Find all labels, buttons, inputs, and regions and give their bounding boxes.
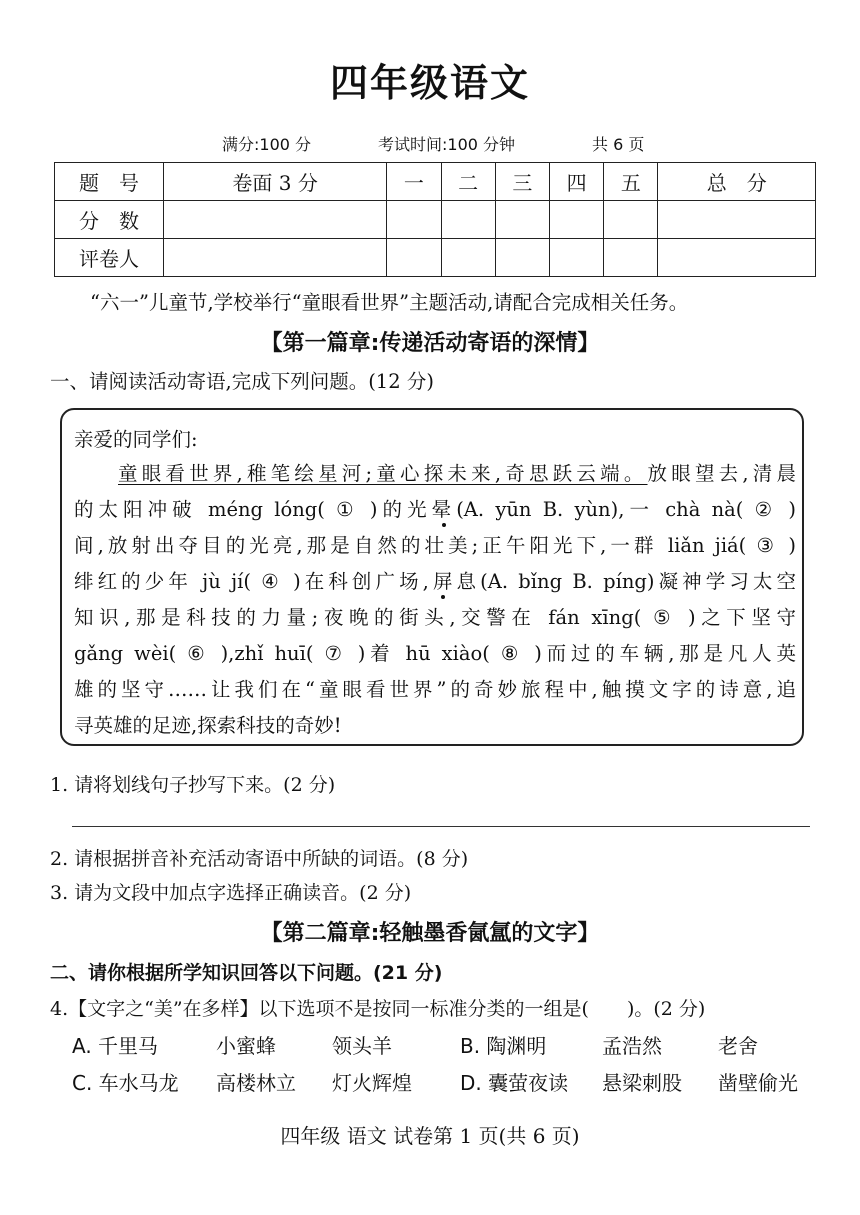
- option-b[interactable]: B. 陶渊明: [460, 1034, 547, 1058]
- score-table-header-row: [55, 163, 816, 201]
- grader-cell[interactable]: [495, 239, 549, 277]
- score-cell[interactable]: [495, 201, 549, 239]
- score-cell[interactable]: [549, 201, 603, 239]
- option-c-item: 高楼林立: [216, 1071, 296, 1095]
- option-a-item: 领头羊: [332, 1034, 392, 1058]
- option-d-item: 凿壁偷光: [718, 1071, 798, 1095]
- grader-cell[interactable]: [164, 239, 387, 277]
- grader-row: [55, 239, 816, 277]
- header-cell: 卷面 3 分: [164, 163, 387, 201]
- underlined-sentence: 童眼看世界,稚笔绘星河;童心探未来,奇思跃云端。: [118, 462, 648, 485]
- score-cell[interactable]: [441, 201, 495, 239]
- passage-line-5: 知识,那是科技的力量;夜晚的街头,交警在 fán xīng( ⑤ )之下坚守: [74, 606, 796, 629]
- chapter-1-heading: 【第一篇章:传递活动寄语的深情】: [260, 331, 600, 356]
- full-score: 满分:100 分: [222, 135, 312, 154]
- header-cell: 二: [441, 163, 495, 201]
- option-a-item: 小蜜蜂: [216, 1034, 276, 1058]
- passage-text: 的太阳冲破 méng lóng( ① )的光: [74, 498, 432, 521]
- option-c-item: 灯火辉煌: [332, 1071, 412, 1095]
- chapter-2-heading: 【第二篇章:轻触墨香氤氲的文字】: [260, 921, 600, 946]
- option-b-item: 老舍: [718, 1034, 758, 1058]
- passage-text: 放眼望去,清晨: [647, 462, 796, 485]
- option-a[interactable]: A. 千里马: [72, 1034, 159, 1058]
- dotted-character: 晕: [431, 498, 457, 521]
- passage-line-8: 寻英雄的足迹,探索科技的奇妙!: [74, 714, 342, 737]
- row-label: 分 数: [55, 201, 164, 239]
- score-cell[interactable]: [387, 201, 441, 239]
- passage-text: (A. yūn B. yùn),一 chà nà( ② ): [456, 498, 796, 521]
- header-cell: 一: [387, 163, 441, 201]
- grader-cell[interactable]: [387, 239, 441, 277]
- passage-text: 息(A. bǐng B. píng)凝神学习太空: [456, 570, 796, 593]
- header-cell: 三: [495, 163, 549, 201]
- passage-line-7: 雄的坚守……让我们在“童眼看世界”的奇妙旅程中,触摸文字的诗意,追: [74, 678, 796, 701]
- page-footer: 四年级 语文 试卷第 1 页(共 6 页): [280, 1124, 580, 1148]
- score-table: [54, 162, 816, 277]
- score-cell[interactable]: [604, 201, 658, 239]
- passage-greeting: 亲爱的同学们:: [74, 428, 198, 451]
- header-cell: 题 号: [55, 163, 164, 201]
- passage-line-6: gǎng wèi( ⑥ ),zhǐ huī( ⑦ )着 hū xiào( ⑧ )而过的车辆,那是凡人英: [74, 642, 796, 665]
- option-d-item: 悬梁刺股: [602, 1071, 682, 1095]
- question-1: 1. 请将划线句子抄写下来。(2 分): [50, 774, 336, 796]
- score-cell[interactable]: [658, 201, 816, 239]
- page-title: 四年级语文: [329, 61, 530, 105]
- page-count: 共 6 页: [592, 135, 645, 154]
- option-c[interactable]: C. 车水马龙: [72, 1071, 179, 1095]
- question-4: 4.【文字之“美”在多样】以下选项不是按同一标准分类的一组是( )。(2 分): [50, 998, 706, 1020]
- grader-cell[interactable]: [604, 239, 658, 277]
- row-label: 评卷人: [55, 239, 164, 277]
- passage-line-4: [74, 566, 796, 594]
- exam-time: 考试时间:100 分钟: [378, 135, 516, 154]
- grader-cell[interactable]: [549, 239, 603, 277]
- section-1-title: 一、请阅读活动寄语,完成下列问题。(12 分): [50, 370, 434, 393]
- question-2: 2. 请根据拼音补充活动寄语中所缺的词语。(8 分): [50, 848, 469, 870]
- score-row: [55, 201, 816, 239]
- option-b-item: 孟浩然: [602, 1034, 662, 1058]
- passage-line-3: 间,放射出夺目的光亮,那是自然的壮美;正午阳光下,一群 liǎn jiá( ③ ): [74, 534, 796, 557]
- score-cell[interactable]: [164, 201, 387, 239]
- grader-cell[interactable]: [658, 239, 816, 277]
- grader-cell[interactable]: [441, 239, 495, 277]
- section-2-title: 二、请你根据所学知识回答以下问题。(21 分): [50, 962, 443, 984]
- passage-text: 绯红的少年 jù jí( ④ )在科创广场,: [74, 570, 429, 593]
- header-cell: 总 分: [658, 163, 816, 201]
- question-3: 3. 请为文段中加点字选择正确读音。(2 分): [50, 882, 412, 904]
- intro-text: “六一”儿童节,学校举行“童眼看世界”主题活动,请配合完成相关任务。: [90, 291, 689, 314]
- passage-line-2: [74, 494, 796, 522]
- option-d[interactable]: D. 囊萤夜读: [460, 1071, 569, 1095]
- passage-line-1: [118, 458, 796, 486]
- dotted-character: 屏: [428, 570, 457, 593]
- header-cell: 四: [549, 163, 603, 201]
- answer-line[interactable]: [72, 826, 810, 827]
- header-cell: 五: [604, 163, 658, 201]
